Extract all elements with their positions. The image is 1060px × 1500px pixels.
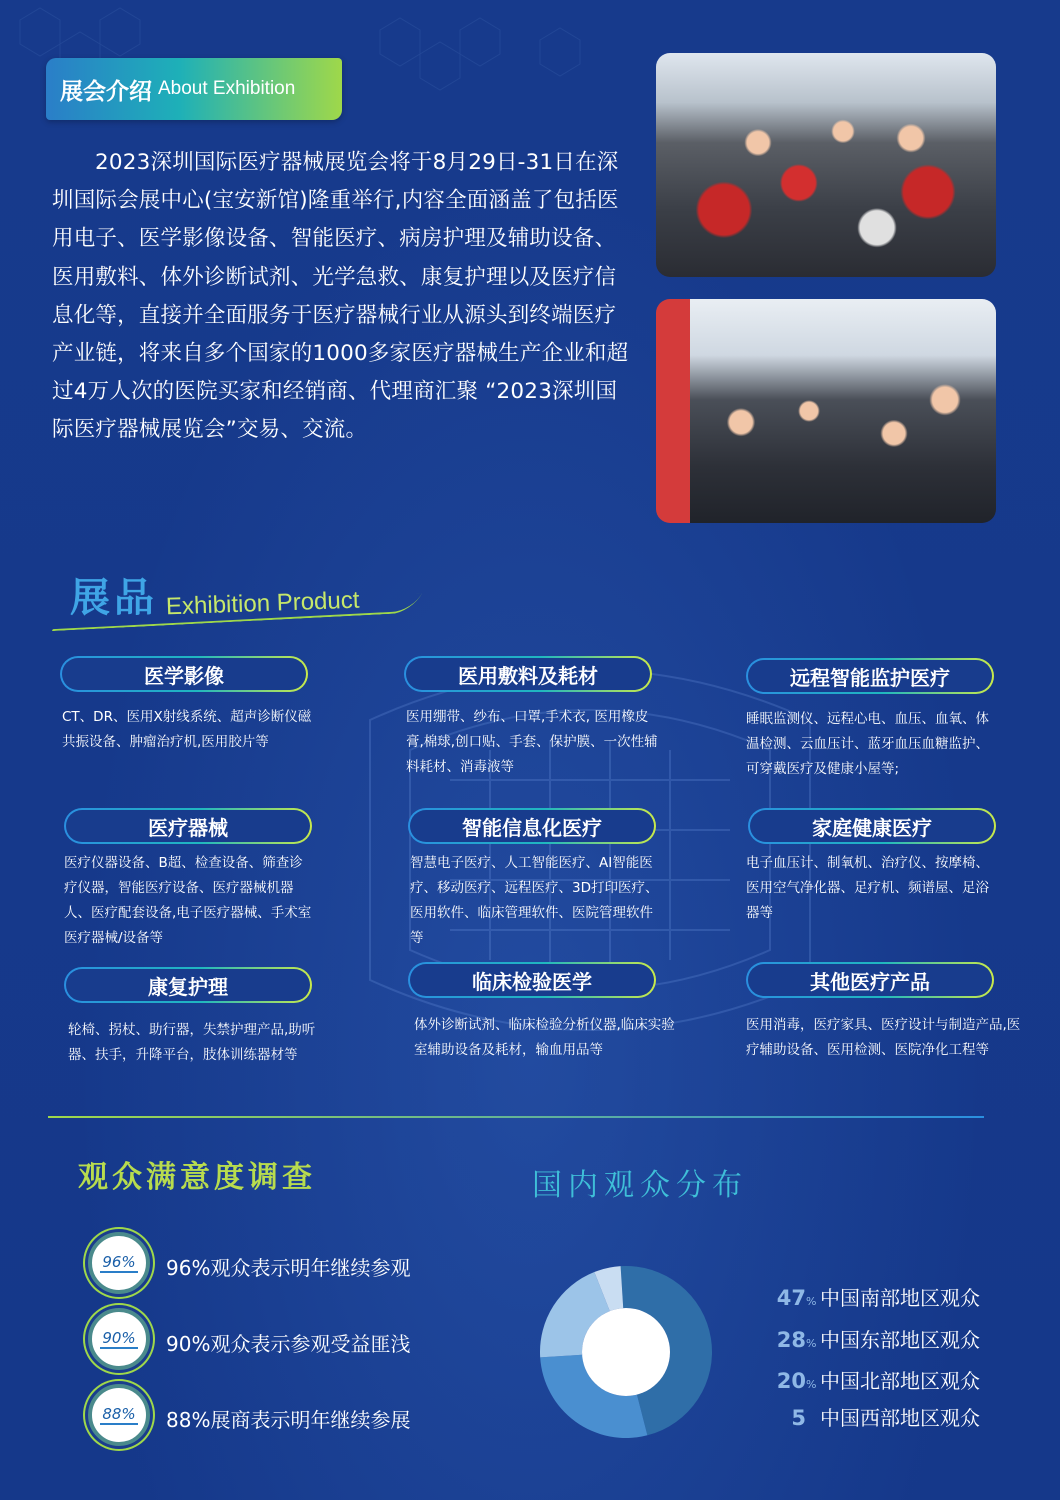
- distribution-title: 国内观众分布: [532, 1168, 748, 1203]
- legend-value: 47: [776, 1286, 806, 1310]
- exhibition-crowd-photo-2: [656, 299, 996, 523]
- satisfaction-badge-3-value: 88%: [102, 1405, 136, 1423]
- section-divider: [48, 1116, 984, 1118]
- distribution-legend: [770, 1282, 980, 1431]
- category-medical-devices: 医疗器械: [64, 808, 312, 844]
- legend-item: [770, 1402, 980, 1431]
- category-smart-info-medical: 智能信息化医疗: [408, 808, 656, 844]
- legend-value: 20: [776, 1369, 806, 1393]
- category-dressings-consumables: 医用敷料及耗材: [404, 656, 652, 692]
- legend-item: [770, 1365, 980, 1394]
- legend-value: 5: [791, 1406, 806, 1430]
- satisfaction-badge-2-value: 90%: [102, 1329, 136, 1347]
- legend-label: 中国东部地区观众: [820, 1328, 980, 1352]
- category-rehab-care-desc: 轮椅、拐杖、助行器，失禁护理产品,助听器、扶手，升降平台，肢体训练器材等: [68, 1022, 316, 1063]
- category-clinical-lab-desc: 体外诊断试剂、临床检验分析仪器,临床实验室辅助设备及耗材，输血用品等: [414, 1017, 675, 1058]
- donut-hole: [582, 1308, 670, 1396]
- category-other-products: 其他医疗产品: [746, 962, 994, 998]
- about-body-text: 2023深圳国际医疗器械展览会将于8月29日-31日在深圳国际会展中心(宝安新馆)隆重举行,内容全面涵盖了包括医用电子、医学影像设备、智能医疗、病房护理及辅助设备、医用敷料、体外诊断试剂、光学急救、康复护理以及医疗信息化等，直接并全面服务于医疗器械行业从源头到终端医疗产业链，将来自多个国家的1000多家医疗器械生产企业和超过4万人次的医院买家和经销商、代理商汇聚 “2023深圳国际医疗器械展览会”交易、交流。: [52, 150, 629, 443]
- category-clinical-lab: 临床检验医学: [408, 962, 656, 998]
- satisfaction-badge-3: [88, 1384, 150, 1446]
- category-other-products-desc: 医用消毒，医疗家具、医疗设计与制造产品,医疗辅助设备、医用检测、医院净化工程等: [746, 1017, 1021, 1058]
- category-home-health-desc: 电子血压计、制氧机、治疗仪、按摩椅、医用空气净化器、足疗机、频谱屋、足浴器等: [746, 855, 989, 921]
- about-title-en: About Exhibition: [158, 78, 296, 99]
- legend-label: 中国南部地区观众: [820, 1286, 980, 1310]
- legend-label: 中国西部地区观众: [820, 1406, 980, 1430]
- category-smart-info-medical-desc: 智慧电子医疗、人工智能医疗、AI智能医疗、移动医疗、远程医疗、3D打印医疗、医用软件、临床管理软件、医院管理软件等: [410, 855, 659, 946]
- category-home-health: 家庭健康医疗: [748, 808, 996, 844]
- legend-percent-sign: %: [806, 1378, 817, 1391]
- category-medical-imaging-desc: CT、DR、医用X射线系统、超声诊断仪磁共振设备、肿瘤治疗机,医用胶片等: [62, 709, 312, 750]
- category-medical-devices-desc: 医疗仪器设备、B超、检查设备、筛查诊疗仪器，智能医疗设备、医疗器械机器人、医疗配套设备,电子医疗器械、手术室医疗器械/设备等: [64, 855, 312, 946]
- satisfaction-title: 观众满意度调查: [78, 1160, 316, 1195]
- satisfaction-badge-1: [88, 1232, 150, 1294]
- satisfaction-badge-1-value: 96%: [102, 1253, 136, 1271]
- satisfaction-text-1: 96%观众表示明年继续参观: [166, 1256, 411, 1280]
- legend-label: 中国北部地区观众: [820, 1369, 980, 1393]
- about-title-cn: 展会介绍: [60, 78, 152, 105]
- satisfaction-text-3: 88%展商表示明年继续参展: [166, 1408, 411, 1432]
- category-dressings-consumables-desc: 医用绷带、纱布、口罩,手术衣, 医用橡皮膏,棉球,创口贴、手套、保护膜、一次性辅料耗材、消毒液等: [406, 709, 658, 775]
- category-medical-imaging: 医学影像: [60, 656, 308, 692]
- product-title-en: Exhibition Product: [165, 586, 360, 621]
- distribution-donut-chart: [540, 1266, 712, 1438]
- product-title-cn: 展品: [70, 575, 158, 621]
- satisfaction-badge-2: [88, 1308, 150, 1370]
- legend-value: 28: [776, 1328, 806, 1352]
- legend-item: [770, 1324, 980, 1353]
- satisfaction-text-2: 90%观众表示参观受益匪浅: [166, 1332, 411, 1356]
- about-exhibition-header: [46, 58, 342, 120]
- legend-item: [770, 1282, 980, 1311]
- category-remote-monitoring-desc: 睡眠监测仪、远程心电、血压、血氧、体温检测、云血压计、蓝牙血压血糖监护、可穿戴医疗及健康小屋等;: [746, 711, 989, 777]
- legend-percent-sign: %: [806, 1295, 817, 1308]
- exhibition-crowd-photo-1: [656, 53, 996, 277]
- category-rehab-care: 康复护理: [64, 967, 312, 1003]
- category-remote-monitoring: 远程智能监护医疗: [746, 658, 994, 694]
- legend-percent-sign: %: [806, 1337, 817, 1350]
